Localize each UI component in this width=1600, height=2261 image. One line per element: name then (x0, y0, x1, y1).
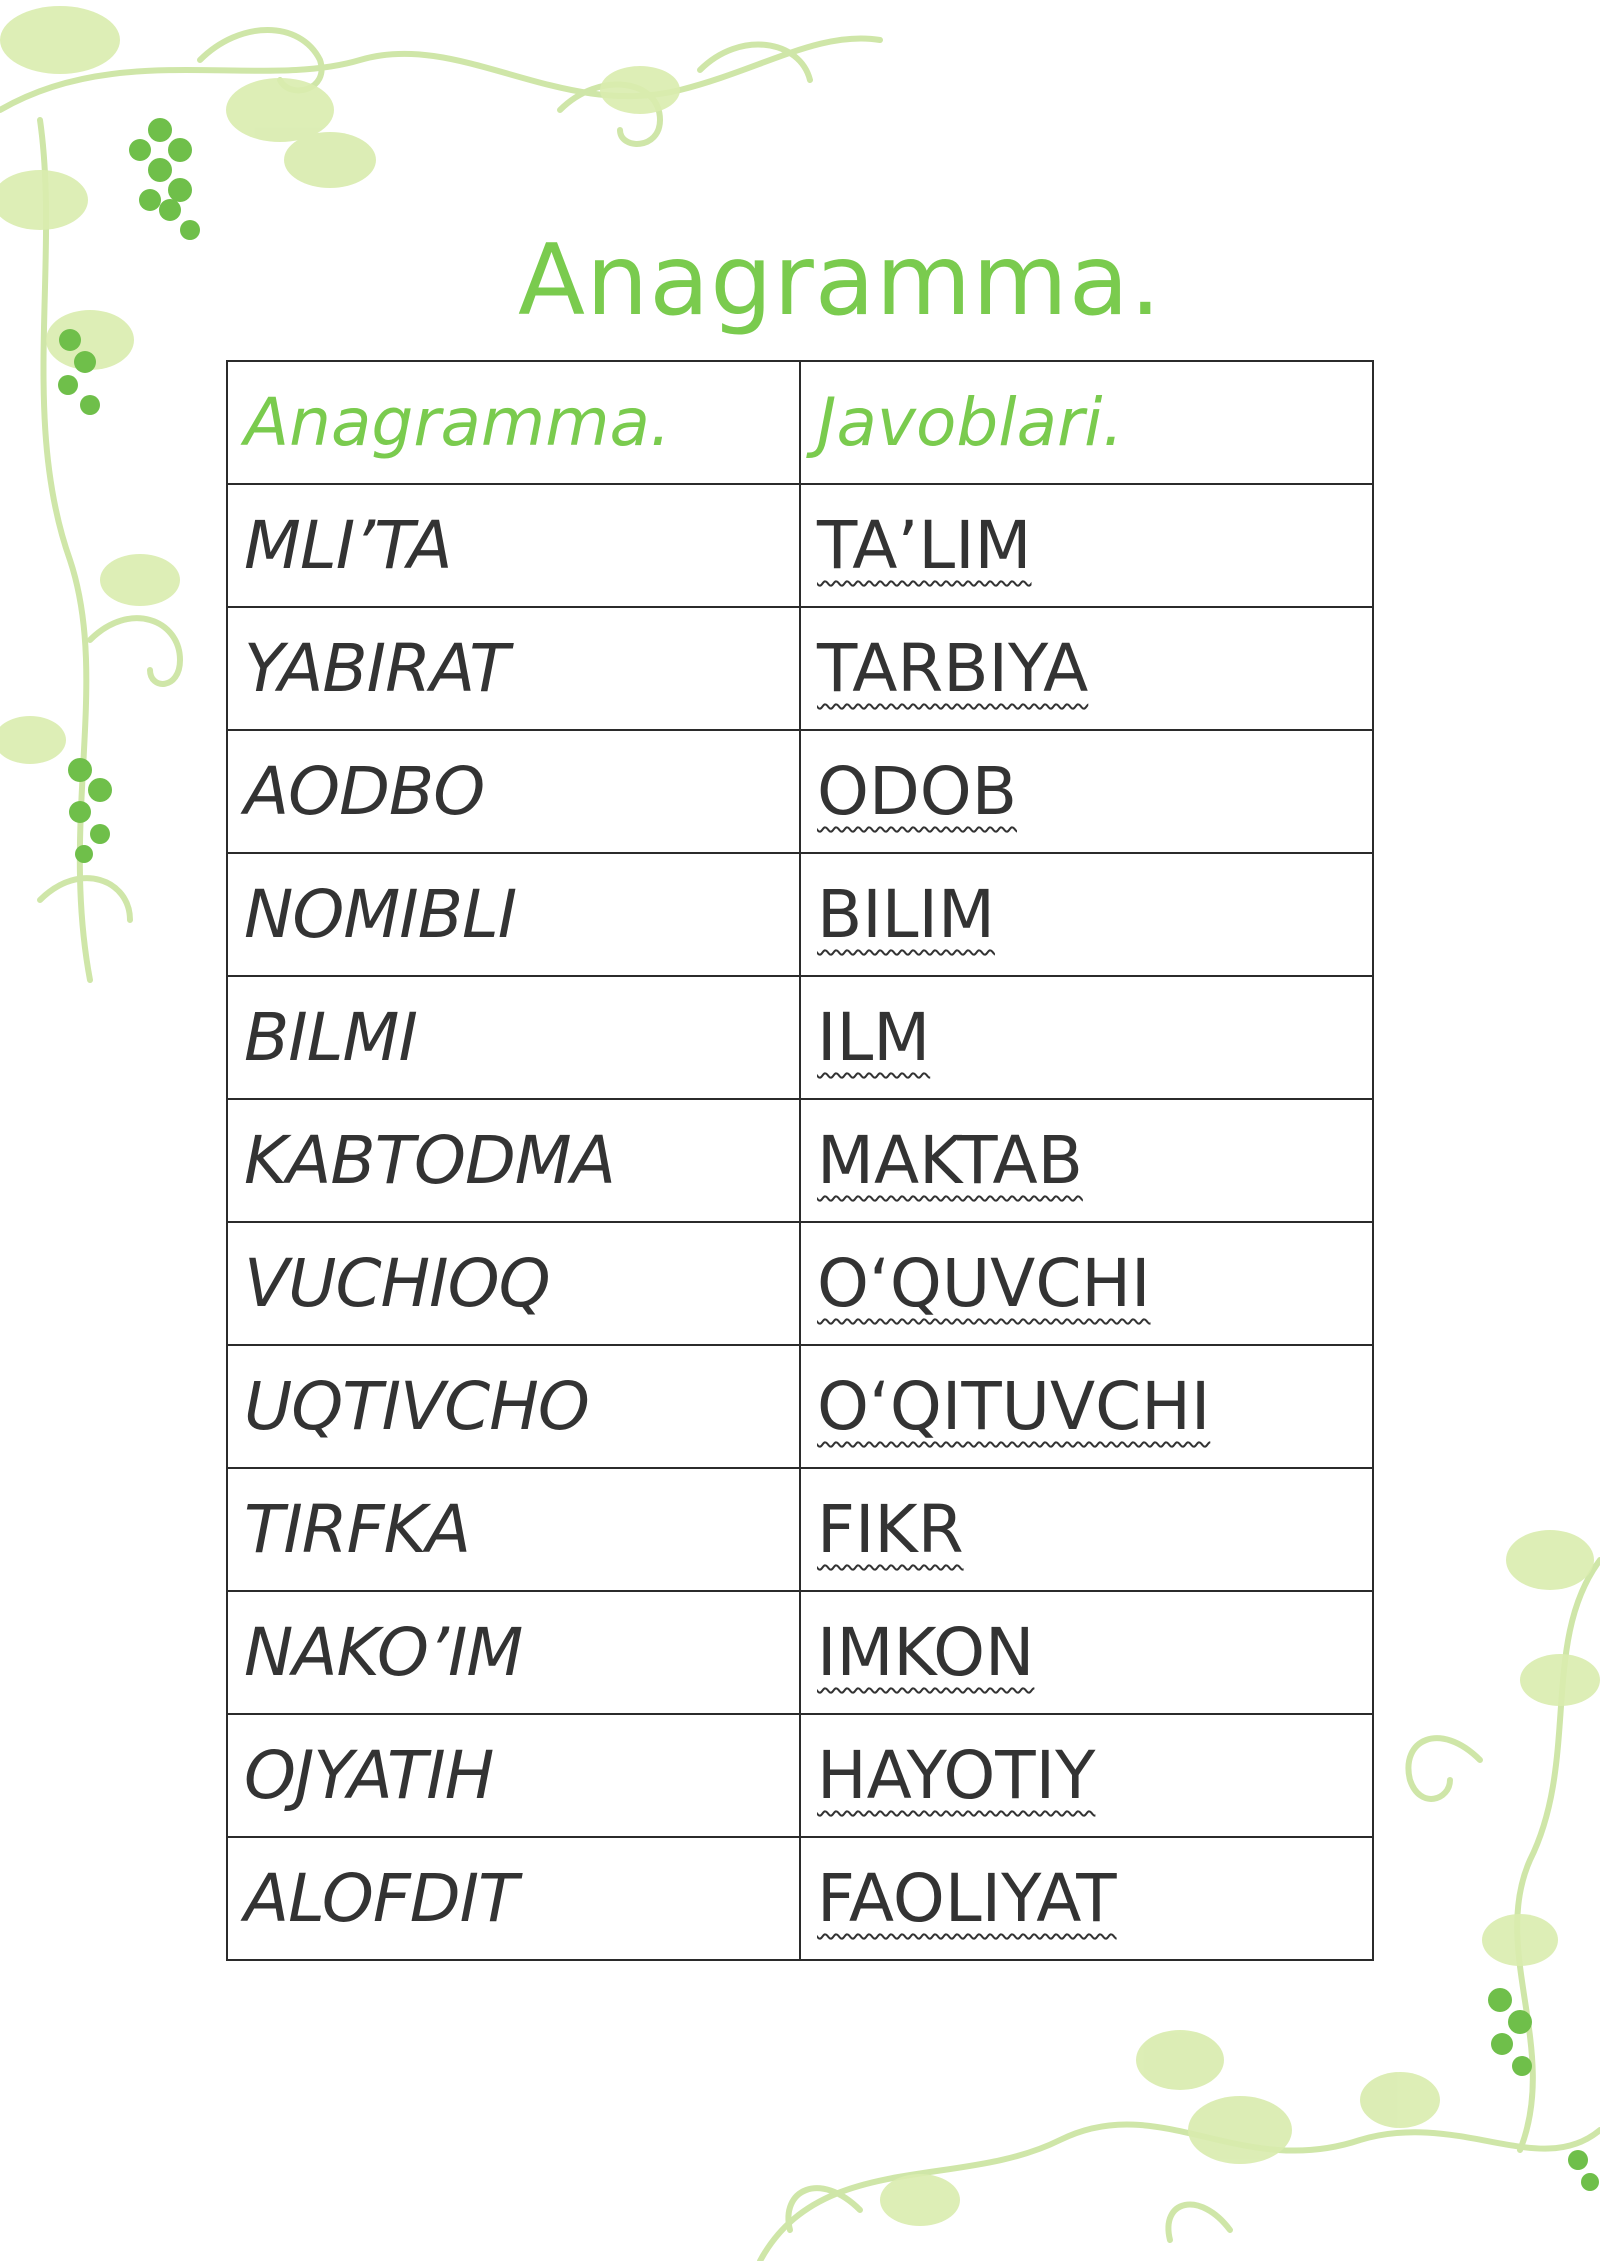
answer-text: TARBIYA (817, 630, 1089, 707)
answer-cell (800, 484, 1373, 607)
answer-text: BILIM (817, 876, 995, 953)
table-row (227, 1222, 1373, 1345)
answer-cell (800, 1837, 1373, 1960)
table-row (227, 853, 1373, 976)
table-row (227, 1591, 1373, 1714)
answer-cell (800, 1222, 1373, 1345)
anagram-cell: NAKO’IM (227, 1591, 800, 1714)
anagram-cell: UQTIVCHO (227, 1345, 800, 1468)
table-row (227, 484, 1373, 607)
table-row (227, 1714, 1373, 1837)
table-row (227, 607, 1373, 730)
anagram-cell: OJYATIH (227, 1714, 800, 1837)
table-row (227, 1099, 1373, 1222)
table-header-row (227, 361, 1373, 484)
table-row (227, 1345, 1373, 1468)
answer-text: O‘QITUVCHI (817, 1368, 1211, 1445)
anagram-table (226, 360, 1374, 1961)
anagram-cell: AODBO (227, 730, 800, 853)
answer-cell (800, 976, 1373, 1099)
answer-text: FAOLIYAT (817, 1860, 1117, 1937)
page-title: Anagramma. (518, 224, 1162, 338)
answer-cell (800, 1345, 1373, 1468)
anagram-cell: TIRFKA (227, 1468, 800, 1591)
answer-text: ODOB (817, 753, 1017, 830)
answer-cell (800, 1591, 1373, 1714)
answer-cell (800, 1714, 1373, 1837)
anagram-cell: MLI’TA (227, 484, 800, 607)
anagram-cell: YABIRAT (227, 607, 800, 730)
answer-text: HAYOTIY (817, 1737, 1096, 1814)
anagram-cell: NOMIBLI (227, 853, 800, 976)
table-row (227, 730, 1373, 853)
answer-text: IMKON (817, 1614, 1035, 1691)
anagram-cell: KABTODMA (227, 1099, 800, 1222)
table-row (227, 976, 1373, 1099)
anagram-cell: ALOFDIT (227, 1837, 800, 1960)
answer-text: ILM (817, 999, 931, 1076)
table-row (227, 1468, 1373, 1591)
header-anagram: Anagramma. (227, 361, 800, 484)
answer-cell (800, 853, 1373, 976)
answer-cell (800, 730, 1373, 853)
anagram-cell: VUCHIOQ (227, 1222, 800, 1345)
answer-text: TA’LIM (817, 507, 1032, 584)
answer-cell (800, 607, 1373, 730)
answer-text: FIKR (817, 1491, 964, 1568)
answer-text: O‘QUVCHI (817, 1245, 1151, 1322)
table-row (227, 1837, 1373, 1960)
answer-cell (800, 1468, 1373, 1591)
anagram-cell: BILMI (227, 976, 800, 1099)
header-answers: Javoblari. (800, 361, 1373, 484)
answer-text: MAKTAB (817, 1122, 1083, 1199)
answer-cell (800, 1099, 1373, 1222)
